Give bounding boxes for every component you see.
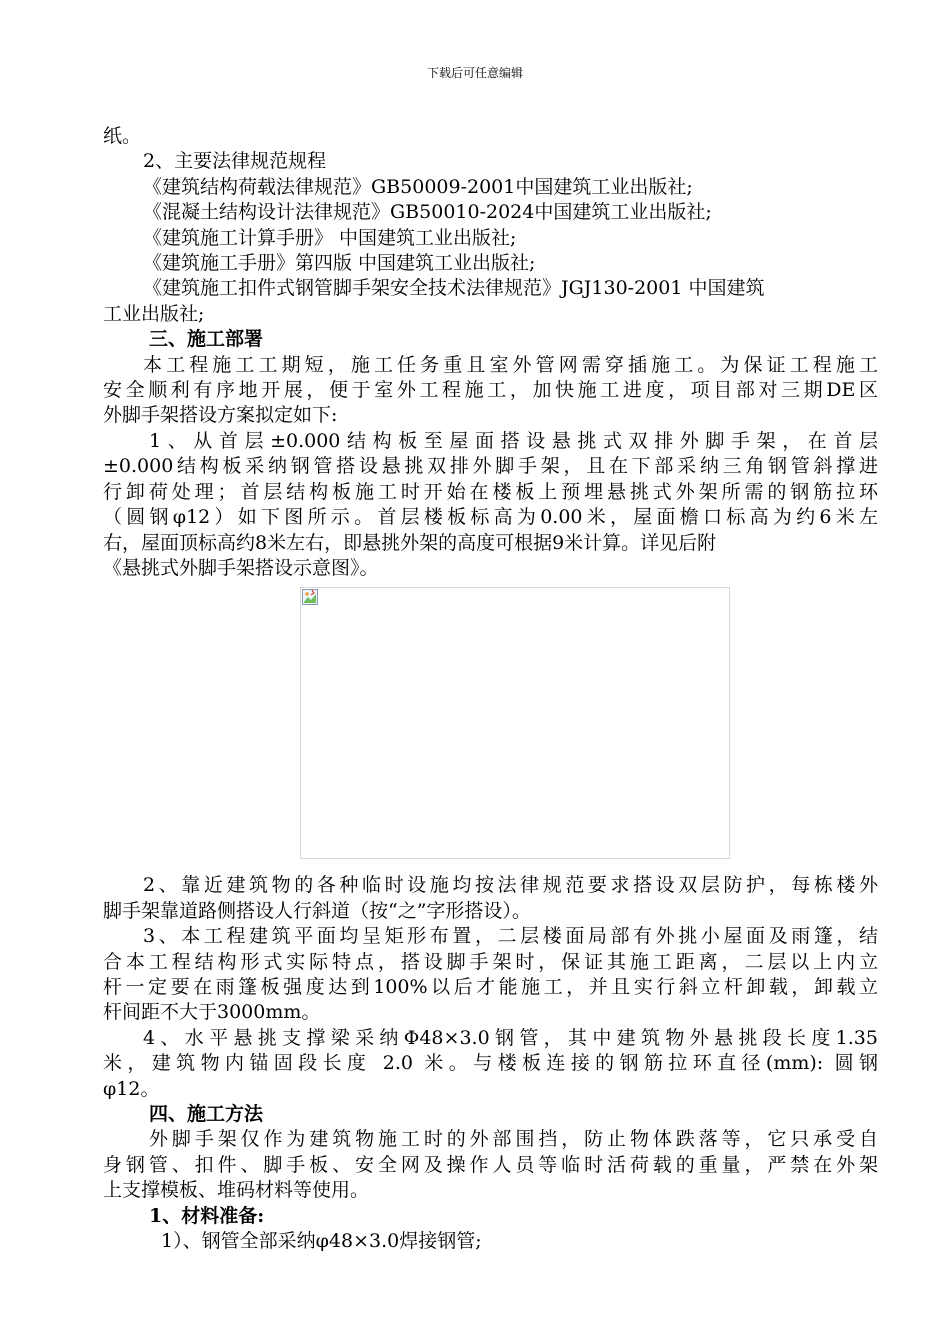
reference-item-cont: 工业出版社; (103, 302, 205, 325)
section-heading-deployment: 三、施工部署 (149, 328, 264, 351)
paragraph-line: 杆间距不大于3000mm。 (103, 1001, 321, 1024)
paragraph-continuation: 纸。 (103, 125, 142, 147)
paragraph-line: （圆钢φ12）如下图所示。首层楼板标高为0.00米，屋面檐口标高为约6米左 (103, 506, 878, 529)
paragraph-line: 行卸荷处理；首层结构板施工时开始在楼板上预埋悬挑式外架所需的钢筋拉环 (103, 480, 878, 503)
section-heading-method: 四、施工方法 (149, 1102, 264, 1125)
reference-item: 《建筑施工扣件式钢管脚手架安全技术法律规范》JGJ130-2001 中国建筑 (143, 277, 765, 300)
paragraph-line: 身钢管、扣件、脚手板、安全网及操作人员等临时活荷载的重量，严禁在外架 (103, 1153, 878, 1176)
page-header: 下载后可任意编辑 (426, 66, 523, 80)
paragraph-line: 《悬挑式外脚手架搭设示意图》。 (103, 556, 379, 579)
paragraph-line: 外脚手架仅作为建筑物施工时的外部围挡，防止物体跌落等，它只承受自 (149, 1128, 878, 1151)
subheading-materials: 1、材料准备: (149, 1204, 265, 1227)
scaffold-figure-placeholder (300, 587, 730, 859)
paragraph-line: φ12。 (103, 1077, 160, 1100)
paragraph-line: 上支撑模板、堆码材料等使用。 (103, 1179, 370, 1202)
paragraph-line: 合本工程结构形式实际特点，搭设脚手架时，保证其施工距离，二层以上内立 (103, 950, 878, 973)
paragraph-line: 2、靠近建筑物的各种临时设施均按法律规范要求搭设双层防护，每栋楼外 (143, 874, 878, 897)
paragraph-line: 1、从首层±0.000结构板至屋面搭设悬挑式双排外脚手架，在首层 (149, 429, 878, 452)
broken-image-icon (302, 589, 318, 605)
paragraph-line: ±0.000结构板采纳钢管搭设悬挑双排外脚手架，且在下部采纳三角钢管斜撑进 (103, 455, 878, 478)
paragraph-line: 米，建筑物内锚固段长度 2.0 米。与楼板连接的钢筋拉环直径(mm): 圆钢 (103, 1052, 878, 1075)
paragraph-line: 杆一定要在雨篷板强度达到100%以后才能施工，并且实行斜立杆卸载，卸载立 (103, 975, 878, 998)
paragraph-line: 右，屋面顶标高约8米左右，即悬挑外架的高度可根据9米计算。详见后附 (103, 531, 717, 554)
reference-item: 《建筑施工手册》第四版 中国建筑工业出版社; (143, 252, 536, 275)
document-body (103, 124, 878, 1254)
paragraph-line: 3、本工程建筑平面均呈矩形布置，二层楼面局部有外挑小屋面及雨篷，结 (143, 925, 878, 948)
reference-item: 《建筑施工计算手册》 中国建筑工业出版社; (143, 226, 517, 249)
list-item: 1）、钢管全部采纳φ48×3.0焊接钢管; (161, 1230, 482, 1252)
paragraph-line: 本工程施工工期短，施工任务重且室外管网需穿插施工。为保证工程施工 (143, 353, 878, 376)
reference-item: 《混凝土结构设计法律规范》GB50010-2024中国建筑工业出版社; (143, 201, 712, 224)
paragraph-line: 4、水平悬挑支撑梁采纳Φ48×3.0钢管，其中建筑物外悬挑段长度1.35 (143, 1026, 878, 1049)
reference-item: 《建筑结构荷载法律规范》GB50009-2001中国建筑工业出版社; (143, 175, 693, 198)
paragraph-line: 外脚手架搭设方案拟定如下: (103, 404, 338, 427)
subheading-regulations: 2、主要法律规范规程 (143, 150, 327, 173)
paragraph-line: 安全顺利有序地开展，便于室外工程施工，加快施工进度，项目部对三期DE区 (103, 379, 878, 402)
paragraph-line: 脚手架靠道路侧搭设人行斜道（按“之”字形搭设）。 (103, 899, 531, 922)
